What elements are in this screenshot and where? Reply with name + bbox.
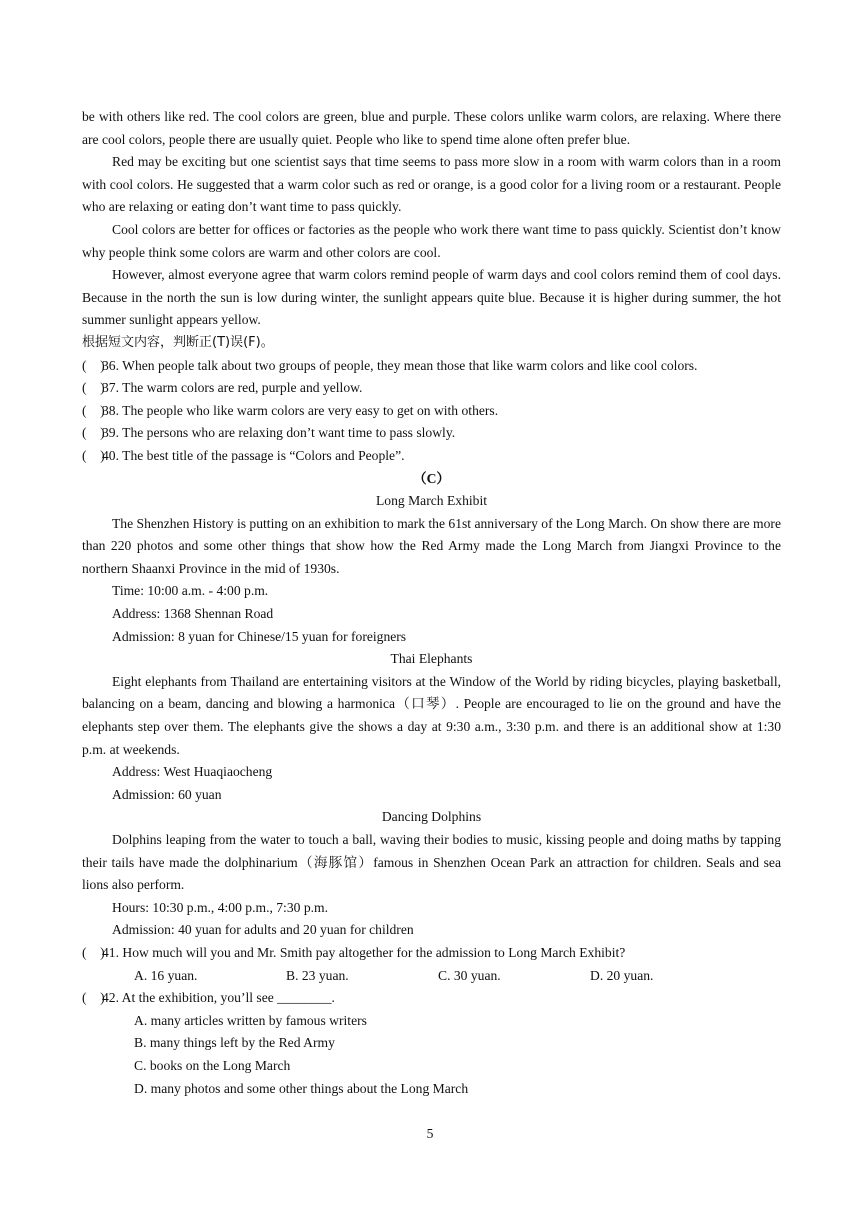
- question-text: 39. The persons who are relaxing don’t want time to pass slowly.: [102, 425, 456, 441]
- paragraph: Eight elephants from Thailand are entertaining visitors at the Window of the World by riding bicycles, playing basketball, balancing on a beam, dancing and blowing a harmonica（口琴）. People are encouraged to lie on the ground and have the elephants step over them. The elephants give the shows a day at 9:30 a.m., 3:30 p.m. and there is an additional show at 1:30 p.m. at weekends.: [82, 673, 781, 757]
- section-label: （C）: [412, 470, 450, 486]
- dolphins-heading: Dancing Dolphins: [381, 809, 482, 825]
- answer-blank[interactable]: ( ): [82, 990, 105, 1006]
- option-b: B. many things left by the Red Army: [134, 1035, 335, 1051]
- question-42: [82, 987, 781, 1010]
- option-a: A. 16 yuan.: [134, 967, 198, 983]
- exhibit-time: Time: 10:00 a.m. - 4:00 p.m.: [112, 583, 269, 599]
- exhibit-admission: Admission: 8 yuan for Chinese/15 yuan for foreigners: [112, 628, 407, 644]
- question-text: 38. The people who like warm colors are very easy to get on with others.: [102, 402, 499, 418]
- question-text: 41. How much will you and Mr. Smith pay altogether for the admission to Long March Exhibit?: [102, 944, 626, 960]
- document-page: [82, 106, 781, 1100]
- option-d: D. 20 yuan.: [590, 967, 654, 983]
- dolphins-admission: Admission: 40 yuan for adults and 20 yuan for children: [112, 922, 414, 938]
- question-39: [82, 422, 781, 445]
- option-c: C. books on the Long March: [134, 1057, 291, 1073]
- question-text: 36. When people talk about two groups of people, they mean those that like warm colors and like cool colors.: [102, 357, 698, 373]
- question-36: [82, 355, 781, 378]
- dolphins-hours: Hours: 10:30 p.m., 4:00 p.m., 7:30 p.m.: [112, 899, 328, 915]
- page-number: 5: [426, 1126, 434, 1141]
- answer-blank[interactable]: ( ): [82, 425, 105, 441]
- exhibit-heading: Long March Exhibit: [376, 493, 487, 509]
- question-text: 37. The warm colors are red, purple and yellow.: [102, 380, 363, 396]
- paragraph: Dolphins leaping from the water to touch a ball, waving their bodies to music, kissing people and doing maths by tapping their tails have made the dolphinarium（海豚馆）famous in Shenzhen Ocean Park an attraction for children. Seals and sea lions also perform.: [82, 832, 781, 893]
- option-d: D. many photos and some other things about the Long March: [134, 1080, 469, 1096]
- paragraph: The Shenzhen History is putting on an exhibition to mark the 61st anniversary of the Long March. On show there are more than 220 photos and some other things that show how the Red Army made the Long March from Jiangxi Province to the northern Shaanxi Province in the mid of 1930s.: [82, 515, 781, 576]
- option-c: C. 30 yuan.: [438, 967, 501, 983]
- question-37: [82, 377, 781, 400]
- elephants-admission: Admission: 60 yuan: [112, 786, 222, 802]
- question-text: 42. At the exhibition, you’ll see ________.: [102, 990, 335, 1006]
- question-41: [82, 942, 781, 965]
- option-a: A. many articles written by famous writers: [134, 1012, 367, 1028]
- paragraph: Red may be exciting but one scientist says that time seems to pass more slow in a room with warm colors than in a room with cool colors. He suggested that a warm color such as red or orange, is a good color for a living room or a restaurant. People who are relaxing or eating don’t want time to pass quickly.: [82, 154, 781, 215]
- elephants-heading: Thai Elephants: [390, 651, 473, 667]
- question-38: [82, 400, 781, 423]
- instruction-text: 根据短文内容，判断正(T)误(F)。: [82, 334, 274, 350]
- elephants-address: Address: West Huaqiaocheng: [112, 764, 273, 780]
- paragraph: Cool colors are better for offices or factories as the people who work there want time to pass quickly. Scientist don’t know why people think some colors are warm and other colors are cool.: [82, 221, 781, 260]
- question-text: 40. The best title of the passage is “Colors and People”.: [102, 447, 405, 463]
- exhibit-address: Address: 1368 Shennan Road: [112, 606, 274, 622]
- question-41-options: [82, 965, 781, 988]
- option-b: B. 23 yuan.: [286, 967, 349, 983]
- answer-blank[interactable]: ( ): [82, 402, 105, 418]
- answer-blank[interactable]: ( ): [82, 380, 105, 396]
- paragraph: be with others like red. The cool colors are green, blue and purple. These colors unlike warm colors, are relaxing. Where there are cool colors, people there are usually quiet. People who like to spend time alone often prefer blue.: [82, 109, 781, 147]
- paragraph: However, almost everyone agree that warm colors remind people of warm days and cool colors remind them of cool days. Because in the north the sun is low during winter, the sunlight appears quite blue. Because it is higher during summer, the hot summer sunlight appears yellow.: [82, 267, 781, 328]
- question-40: [82, 445, 781, 468]
- answer-blank[interactable]: ( ): [82, 944, 105, 960]
- answer-blank[interactable]: ( ): [82, 447, 105, 463]
- answer-blank[interactable]: ( ): [82, 357, 105, 373]
